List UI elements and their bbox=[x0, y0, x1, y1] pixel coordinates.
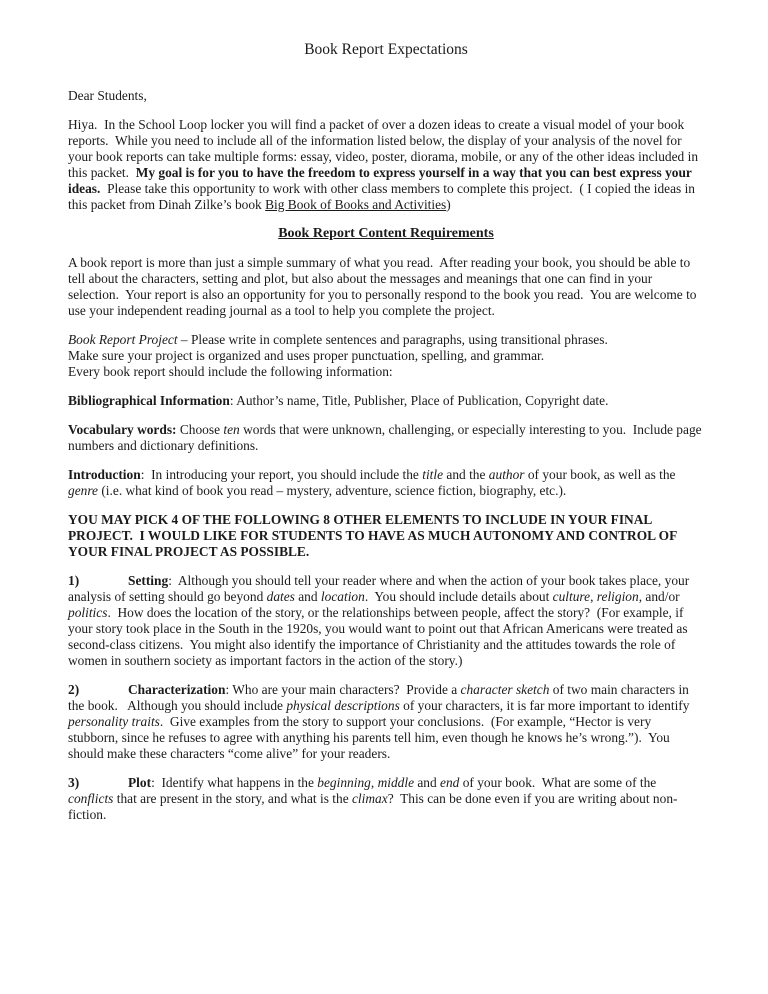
section-heading: Book Report Content Requirements bbox=[278, 226, 494, 241]
overview-paragraph: A book report is more than just a simple summary of what you read. After reading your book, you should be able to tell about the characters, setting and plot, but also about the messages and meanings that one can find in your selection. Your report is also an opportunity for you to personally respond to the book you read. You are welcome to use your independent reading journal as a tool to help you complete the project. bbox=[68, 255, 700, 318]
document-title: Book Report Expectations bbox=[304, 41, 468, 58]
bibliographical-info-paragraph: Bibliographical Information: Author’s name, Title, Publisher, Place of Publication, Copyright date. bbox=[68, 393, 609, 408]
intro-paragraph: Hiya. In the School Loop locker you will find a packet of over a dozen ideas to create a visual model of your book reports. While you need to include all of the information listed below, the display of your analysis of the novel for your book reports can take multiple forms: essay, video, poster, diorama, mobile, or any of the other ideas included in this packet. My goal is for you to have the freedom to express yourself in a way that you can best express your ideas. Please take this opportunity to work with other class members to complete this project. ( I copied the ideas in this packet from Dinah Zilke’s book Big Book of Books and Activities) bbox=[68, 117, 702, 212]
introduction-paragraph: Introduction: In introducing your report, you should include the title and the author of your book, as well as the genre (i.e. what kind of book you read – mystery, adventure, science fiction, biography, etc.). bbox=[68, 467, 679, 498]
pick-four-notice: YOU MAY PICK 4 OF THE FOLLOWING 8 OTHER ELEMENTS TO INCLUDE IN YOUR FINAL PROJECT. I WOULD LIKE FOR STUDENTS TO HAVE AS MUCH AUTONOMY AND CONTROL OF YOUR FINAL PROJECT AS POSSIBLE. bbox=[68, 512, 680, 559]
project-note-paragraph: Book Report Project – Please write in complete sentences and paragraphs, using transitional phrases. Make sure your project is organized and uses proper punctuation, spelling, and grammar. Every book report should include the following information: bbox=[68, 332, 608, 379]
element-characterization-paragraph: 2) Characterization: Who are your main characters? Provide a character sketch of two main characters in the book. Although you should include physical descriptions of your characters, it is far more important to identify personality traits. Give examples from the story to support your conclusions. (For example, “Hector is very stubborn, since he refuses to agree with anything his parents tell him, even though he knows he’s wrong.”). You should make these characters “come alive” for your readers. bbox=[68, 682, 693, 761]
vocabulary-words-paragraph: Vocabulary words: Choose ten words that were unknown, challenging, or especially interesting to you. Include page numbers and dictionary definitions. bbox=[68, 422, 705, 453]
element-plot-paragraph: 3) Plot: Identify what happens in the beginning, middle and end of your book. What are some of the conflicts that are present in the story, and what is the climax? This can be done even if you are writing about non-fiction. bbox=[68, 775, 678, 822]
salutation: Dear Students, bbox=[68, 88, 147, 103]
element-setting-paragraph: 1) Setting: Although you should tell your reader where and when the action of your book takes place, your analysis of setting should go beyond dates and location. You should include details about culture, religion, and/or politics. How does the location of the story, or the relationships between people, affect the story? (For example, if your story took place in the South in the 1920s, you would want to point out that African Americans were treated as second-class citizens. You might also identify the importance of Christianity and the attitudes towards the role of women in southern society as important factors in the action of the story.) bbox=[68, 573, 693, 668]
